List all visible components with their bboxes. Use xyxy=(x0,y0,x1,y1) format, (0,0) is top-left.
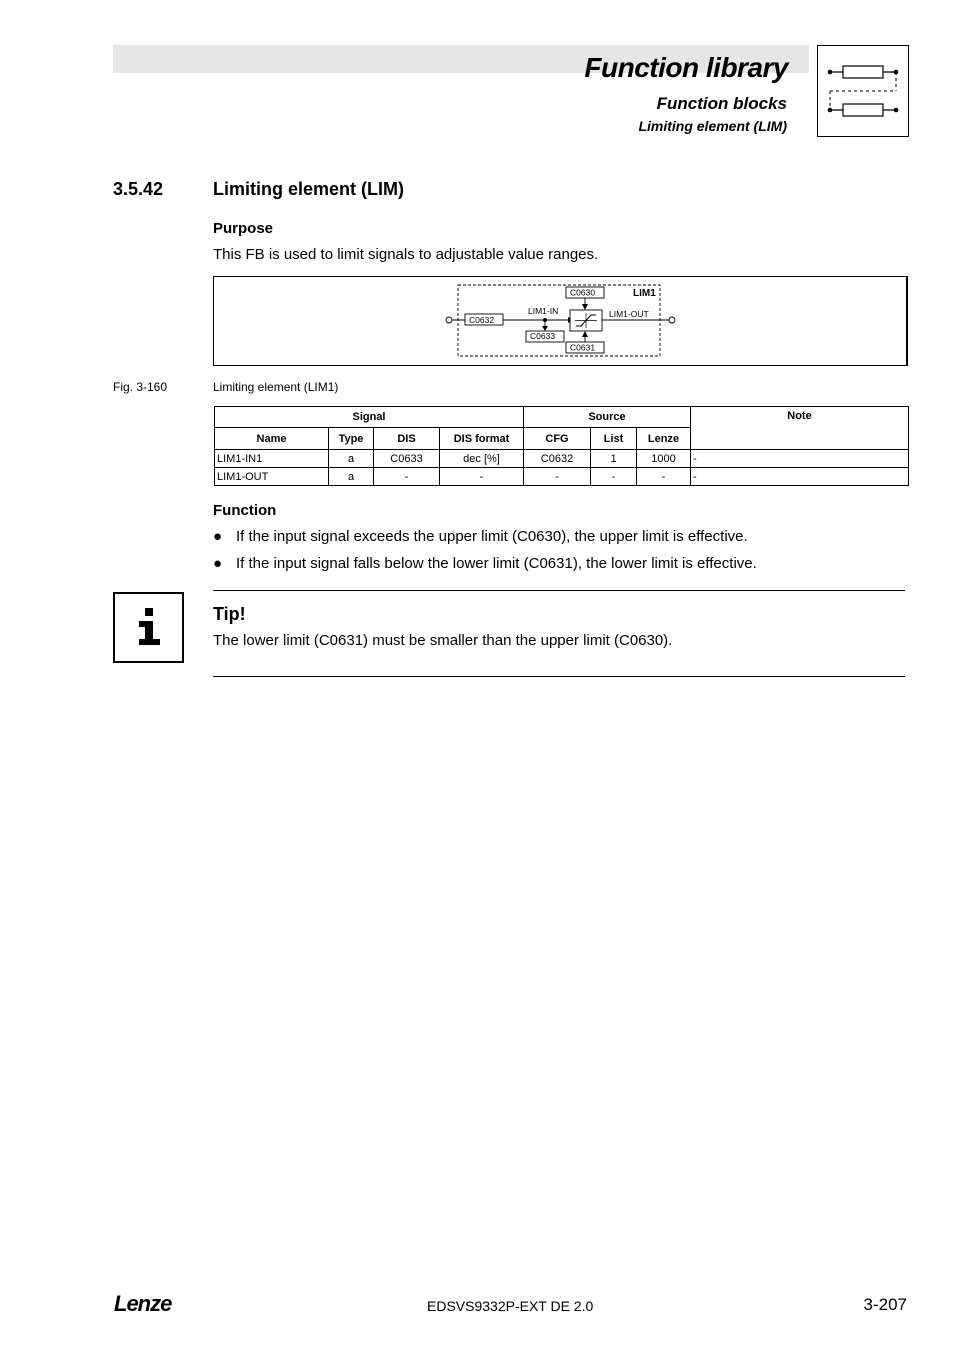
page-subtitle: Function blocks xyxy=(656,94,787,113)
table-cell: LIM1-OUT xyxy=(215,468,329,486)
table-row xyxy=(215,468,909,486)
table-cell: - xyxy=(440,468,524,486)
function-block-diagram-icon xyxy=(817,45,909,137)
column-header-dis: DIS xyxy=(374,428,440,450)
bullet-icon: ● xyxy=(213,555,223,572)
table-cell: 1000 xyxy=(637,450,691,468)
upper-limit-code: C0630 xyxy=(570,287,596,298)
table-cell: a xyxy=(329,468,374,486)
function-heading: Function xyxy=(213,502,277,519)
output-terminal xyxy=(669,317,675,323)
tip-divider-bottom xyxy=(213,676,905,677)
list-item xyxy=(213,528,748,545)
input-terminal xyxy=(446,317,452,323)
purpose-text: This FB is used to limit signals to adjustable value ranges. xyxy=(213,246,599,263)
table-cell: dec [%] xyxy=(440,450,524,468)
column-header-type: Type xyxy=(329,428,374,450)
table-cell: - xyxy=(637,468,691,486)
table-cell: - xyxy=(691,468,909,486)
table-cell: a xyxy=(329,450,374,468)
table-cell: 1 xyxy=(591,450,637,468)
group-header-signal: Signal xyxy=(215,407,524,428)
dis-code: C0633 xyxy=(530,331,556,341)
list-item xyxy=(213,555,757,572)
group-header-source: Source xyxy=(524,407,691,428)
section-number: 3.5.42 xyxy=(113,179,164,199)
column-header-dis-format: DIS format xyxy=(440,428,524,450)
block-name: LIM1 xyxy=(633,288,656,299)
table-cell: - xyxy=(691,450,909,468)
column-header-cfg: CFG xyxy=(524,428,591,450)
purpose-heading: Purpose xyxy=(213,220,274,237)
tip-heading: Tip! xyxy=(213,604,246,624)
figure-caption: Limiting element (LIM1) xyxy=(213,380,339,394)
bullet-text: If the input signal exceeds the upper limit (C0630), the upper limit is effective. xyxy=(236,528,748,545)
table-cell: - xyxy=(524,468,591,486)
section-title: Limiting element (LIM) xyxy=(213,179,404,199)
input-label: LIM1-IN xyxy=(528,306,559,316)
bullet-text: If the input signal falls below the lower limit (C0631), the lower limit is effective. xyxy=(236,555,757,572)
table-cell: C0633 xyxy=(374,450,440,468)
bullet-icon: ● xyxy=(213,528,223,545)
info-icon xyxy=(113,592,184,663)
output-label: LIM1-OUT xyxy=(609,309,649,319)
tip-divider-top xyxy=(213,590,905,591)
page-subsubtitle: Limiting element (LIM) xyxy=(638,118,787,134)
figure-number: Fig. 3-160 xyxy=(113,380,168,394)
page-number: 3-207 xyxy=(863,1295,907,1314)
column-header-list: List xyxy=(591,428,637,450)
signal-table xyxy=(214,406,909,486)
table-cell: LIM1-IN1 xyxy=(215,450,329,468)
tip-text: The lower limit (C0631) must be smaller than the upper limit (C0630). xyxy=(213,632,673,649)
table-row xyxy=(215,450,909,468)
cfg-code: C0632 xyxy=(469,315,495,325)
column-header-name: Name xyxy=(215,428,329,450)
table-cell: - xyxy=(591,468,637,486)
table-cell: - xyxy=(374,468,440,486)
limiter-block-diagram xyxy=(213,276,907,366)
table-cell: C0632 xyxy=(524,450,591,468)
page-title: Function library xyxy=(584,52,788,83)
lower-limit-code: C0631 xyxy=(570,342,596,353)
group-header-note: Note xyxy=(691,407,909,450)
document-id: EDSVS9332P-EXT DE 2.0 xyxy=(427,1298,594,1314)
lenze-logo: Lenze xyxy=(114,1291,172,1316)
column-header-lenze: Lenze xyxy=(637,428,691,450)
